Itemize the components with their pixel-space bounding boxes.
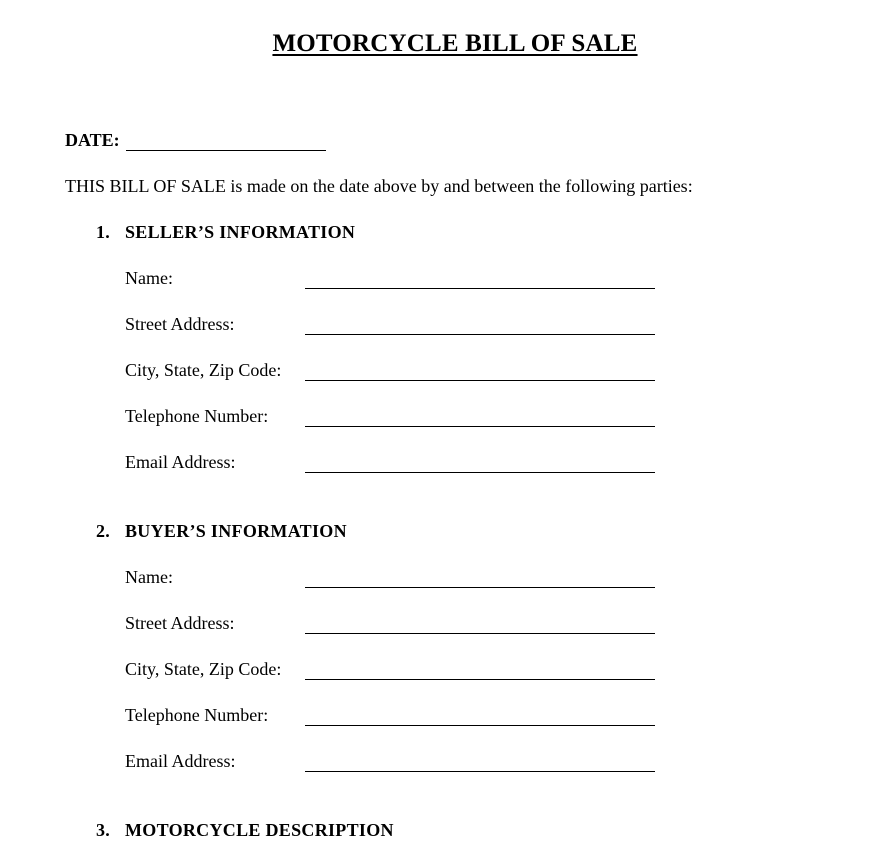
field-label: Street Address: [125, 314, 235, 334]
seller-email-field[interactable] [305, 472, 655, 473]
seller-city-field[interactable] [305, 380, 655, 381]
seller-street-field[interactable] [305, 334, 655, 335]
section-number: 1. [96, 222, 111, 242]
field-label: City, State, Zip Code: [125, 360, 282, 380]
field-label: Name: [125, 268, 173, 288]
section-title: BUYER’S INFORMATION [125, 521, 347, 541]
section-seller-heading [96, 222, 355, 243]
section-motorcycle-heading [96, 820, 394, 841]
buyer-city-field[interactable] [305, 679, 655, 680]
section-title: SELLER’S INFORMATION [125, 222, 356, 242]
intro-text: THIS BILL OF SALE is made on the date above by and between the following parties: [65, 176, 693, 196]
seller-phone-field[interactable] [305, 426, 655, 427]
field-label: Name: [125, 567, 173, 587]
field-label: Email Address: [125, 452, 236, 472]
document-title: MOTORCYCLE BILL OF SALE [272, 30, 638, 57]
field-label: Email Address: [125, 751, 236, 771]
buyer-phone-field[interactable] [305, 725, 655, 726]
date-field[interactable] [126, 130, 326, 151]
date-label: DATE: [65, 130, 120, 150]
field-label: City, State, Zip Code: [125, 659, 282, 679]
date-row [65, 130, 326, 151]
section-title: MOTORCYCLE DESCRIPTION [125, 820, 394, 840]
buyer-name-field[interactable] [305, 587, 655, 588]
section-number: 2. [96, 521, 111, 541]
field-label: Telephone Number: [125, 406, 269, 426]
field-label: Telephone Number: [125, 705, 269, 725]
buyer-email-field[interactable] [305, 771, 655, 772]
buyer-street-field[interactable] [305, 633, 655, 634]
field-label: Street Address: [125, 613, 235, 633]
section-buyer-heading [96, 521, 347, 542]
section-number: 3. [96, 820, 111, 840]
seller-name-field[interactable] [305, 288, 655, 289]
